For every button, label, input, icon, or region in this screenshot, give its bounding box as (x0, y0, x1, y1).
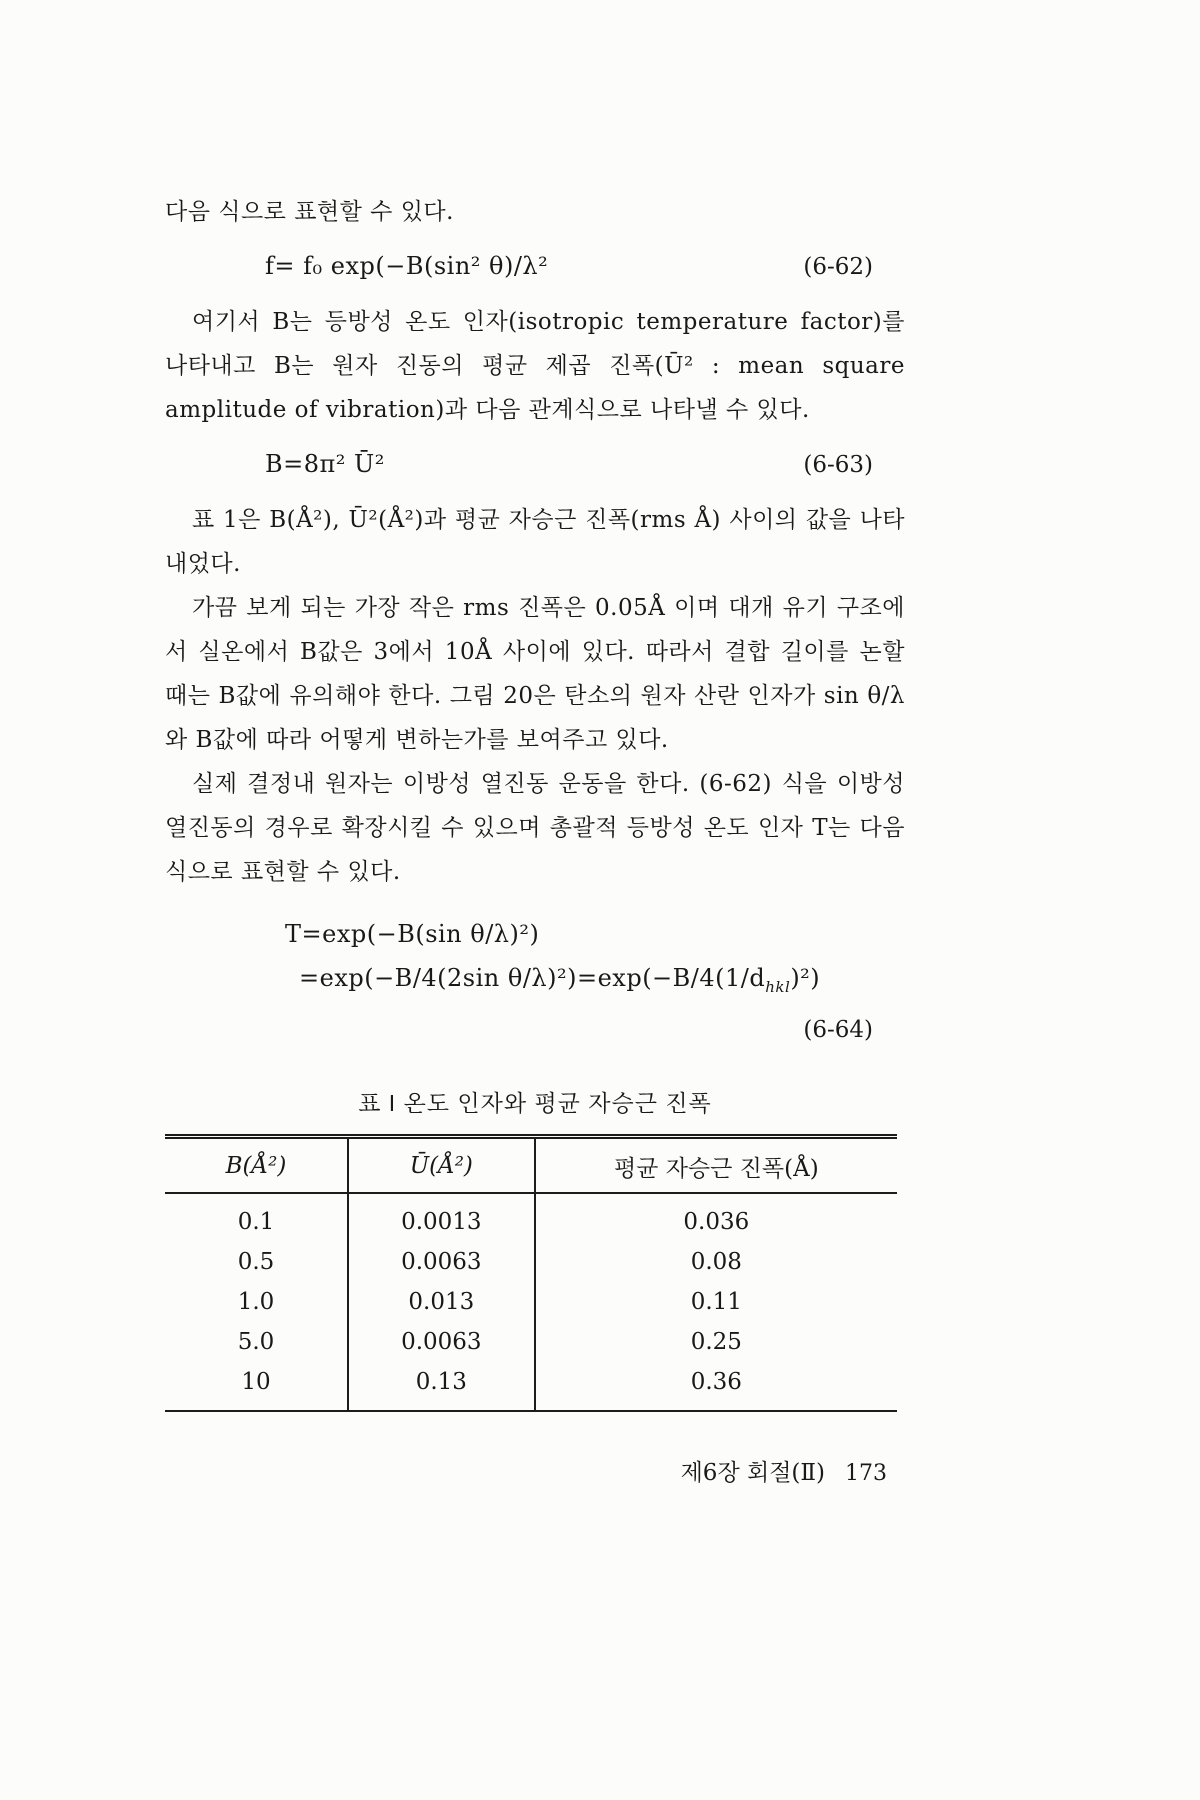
table-cell: 0.1 (237, 1208, 275, 1235)
equation-6-62 (165, 252, 905, 280)
table-row (165, 1362, 897, 1411)
paragraph-anisotropic: 실제 결정내 원자는 이방성 열진동 운동을 한다. (6-62) 식을 이방성 열진동의 경우로 확장시킬 수 있으며 총괄적 등방성 온도 인자 T는 다음 식으로 표현할 수 있다. (165, 771, 905, 885)
table-row (165, 1322, 897, 1362)
table-row (165, 1193, 897, 1242)
table-header-u: Ū(Å²) (348, 1136, 535, 1193)
table-cell: 0.25 (535, 1322, 897, 1362)
equation-6-63 (165, 450, 905, 478)
table-header-rms: 평균 자승근 진폭(Å) (535, 1136, 897, 1193)
table-cell: 0.11 (535, 1282, 897, 1322)
page-number: 173 (845, 1460, 887, 1486)
page-footer (165, 1454, 887, 1487)
table-row (165, 1242, 897, 1282)
temperature-factor-table (165, 1134, 897, 1412)
table-cell: 5.0 (237, 1328, 275, 1355)
equation-6-64 (165, 912, 905, 1051)
table-cell: 0.5 (237, 1248, 275, 1275)
equation-6-64-line1: T=exp(−B(sin θ/λ)²) (285, 920, 540, 948)
equation-6-62-number: (6-62) (803, 254, 873, 280)
equation-6-62-expression: f= f₀ exp(−B(sin² θ)/λ² (265, 252, 549, 280)
table-header-row (165, 1136, 897, 1193)
table-cell: 0.0013 (348, 1193, 535, 1242)
paragraph-rms-amplitude: 가끔 보게 되는 가장 작은 rms 진폭은 0.05Å 이며 대개 유기 구조에서 실온에서 B값은 3에서 10Å 사이에 있다. 따라서 결합 길이를 논할 때는 B값에 유의해야 한다. 그림 20은 탄소의 원자 산란 인자가 sin θ/λ와 B값에 따라 어떻게 변하는가를 보여주고 있다. (165, 595, 905, 753)
table-header (165, 1136, 897, 1193)
chapter-label: 제6장 회절(Ⅱ) (680, 1459, 825, 1486)
equation-6-63-expression: B=8π² Ū² (265, 450, 385, 478)
table-cell: 0.13 (348, 1362, 535, 1411)
equation-6-63-number: (6-63) (803, 452, 873, 478)
equation-6-64-number: (6-64) (803, 1016, 873, 1043)
table-cell: 0.013 (348, 1282, 535, 1322)
table-cell: 1.0 (237, 1288, 275, 1315)
table-title: 표 I 온도 인자와 평균 자승근 진폭 (358, 1089, 712, 1116)
equation-6-64-line2-pre: =exp(−B/4(2sin θ/λ)²)=exp(−B/4(1/d (299, 964, 766, 992)
table-cell: 0.36 (535, 1362, 897, 1411)
equation-6-64-line2 (299, 956, 905, 1009)
paragraph-b-factor: 여기서 B는 등방성 온도 인자(isotropic temperature factor)를 나타내고 B는 원자 진동의 평균 제곱 진폭(Ū² : mean square amplitude of vibration)과 다음 관계식으로 나타낼 수 있다. (165, 309, 905, 423)
table-cell: 0.036 (535, 1193, 897, 1242)
table-cell: 10 (241, 1368, 271, 1395)
table-cell: 0.0063 (348, 1242, 535, 1282)
table-cell: 0.0063 (348, 1322, 535, 1362)
table-header-b: B(Å²) (165, 1136, 348, 1193)
table-cell: 0.08 (535, 1242, 897, 1282)
equation-6-64-line2-post: )²) (790, 964, 821, 992)
table-row (165, 1282, 897, 1322)
equation-6-64-subscript-hkl: hkl (765, 977, 791, 996)
paragraph-table-reference: 표 1은 B(Å²), Ū²(Å²)과 평균 자승근 진폭(rms Å) 사이의 값을 나타내었다. (165, 507, 905, 577)
intro-paragraph: 다음 식으로 표현할 수 있다. (165, 199, 454, 225)
table-body (165, 1193, 897, 1411)
